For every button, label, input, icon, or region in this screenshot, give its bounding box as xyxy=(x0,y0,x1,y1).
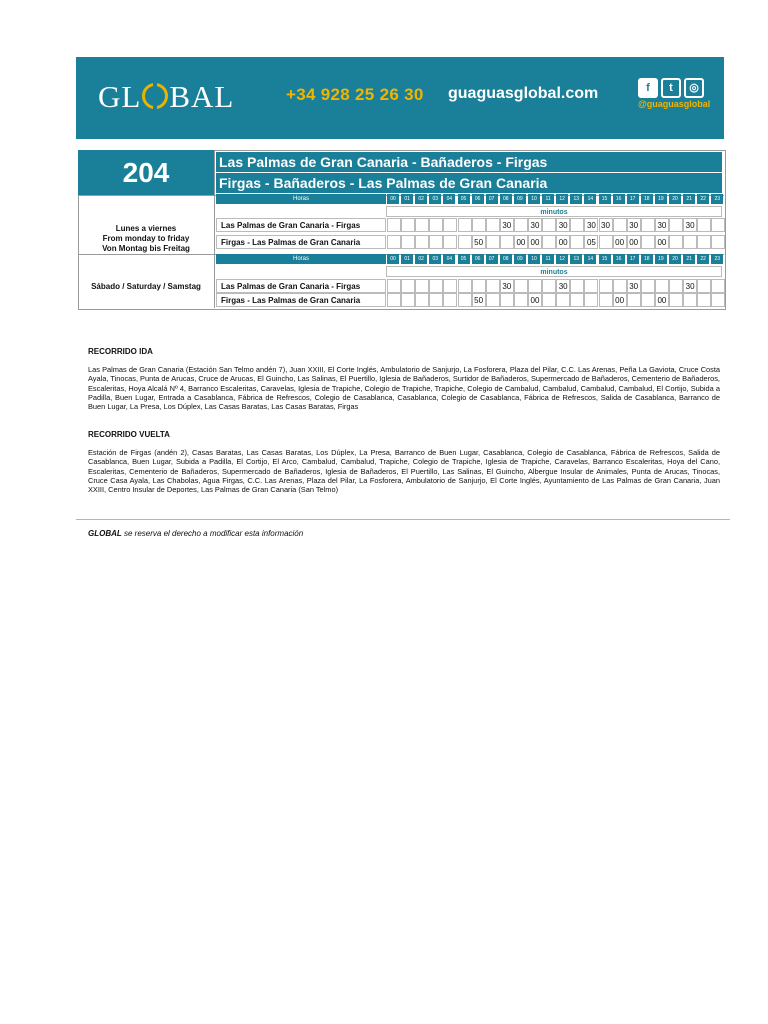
hour-cell: 01 xyxy=(401,194,413,204)
departure-cell xyxy=(697,293,711,307)
departure-cell xyxy=(429,218,443,232)
departure-cell xyxy=(570,279,584,293)
departure-cell xyxy=(514,293,528,307)
departure-cell xyxy=(500,235,514,249)
departure-cell: 30 xyxy=(627,279,641,293)
departure-cell: 30 xyxy=(556,218,570,232)
departure-cell xyxy=(542,279,556,293)
social-icons xyxy=(638,78,718,98)
departure-cell xyxy=(599,293,613,307)
line-number: 204 xyxy=(78,150,214,195)
footer-note xyxy=(88,529,303,538)
departure-cell: 00 xyxy=(655,293,669,307)
departure-cell xyxy=(683,293,697,307)
departure-cell xyxy=(415,235,429,249)
departure-cell xyxy=(401,293,415,307)
departure-cell xyxy=(570,235,584,249)
hour-cell: 06 xyxy=(472,254,484,264)
hour-cell: 10 xyxy=(528,254,540,264)
hour-cell: 11 xyxy=(542,194,554,204)
departure-cell xyxy=(486,293,500,307)
hour-cell: 08 xyxy=(500,194,512,204)
departure-cell xyxy=(415,279,429,293)
hour-cell: 09 xyxy=(514,254,526,264)
departure-cell xyxy=(627,293,641,307)
instagram-icon[interactable]: ◎ xyxy=(684,78,704,98)
departure-cell xyxy=(613,218,627,232)
hour-cell: 10 xyxy=(528,194,540,204)
departure-cell: 00 xyxy=(613,293,627,307)
departure-cell xyxy=(458,218,472,232)
weekday-label: Lunes a viernes From monday to friday Von Montag bis Freitag xyxy=(102,224,190,253)
minutes-label: minutos xyxy=(386,206,722,217)
hour-cell: 14 xyxy=(584,254,596,264)
hour-cell: 02 xyxy=(415,194,427,204)
departure-cell xyxy=(387,235,401,249)
direction-return-weekday: Firgas - Las Palmas de Gran Canaria xyxy=(216,235,386,249)
departure-cell xyxy=(429,293,443,307)
departure-cell xyxy=(514,218,528,232)
departure-cell xyxy=(443,218,457,232)
departure-cell xyxy=(443,293,457,307)
hour-cell: 04 xyxy=(443,254,455,264)
departure-cell xyxy=(697,279,711,293)
departure-cell xyxy=(641,235,655,249)
hour-cell: 17 xyxy=(627,254,639,264)
departure-cell: 30 xyxy=(627,218,641,232)
departure-cell xyxy=(401,218,415,232)
hour-cell: 19 xyxy=(655,194,667,204)
phone-number[interactable]: +34 928 25 26 30 xyxy=(286,85,424,104)
departure-cell: 50 xyxy=(472,235,486,249)
header-banner xyxy=(76,57,724,139)
departure-cell xyxy=(542,218,556,232)
departure-cell xyxy=(711,293,725,307)
hour-cell: 19 xyxy=(655,254,667,264)
hour-cell: 03 xyxy=(429,194,441,204)
recorrido-vuelta-title: RECORRIDO VUELTA xyxy=(88,430,170,439)
departure-cell xyxy=(429,235,443,249)
departure-cell xyxy=(599,279,613,293)
hour-cell: 04 xyxy=(443,194,455,204)
divider xyxy=(76,519,730,520)
hour-cell: 16 xyxy=(613,194,625,204)
hour-cell: 03 xyxy=(429,254,441,264)
departure-cell xyxy=(514,279,528,293)
departure-cell: 30 xyxy=(500,218,514,232)
departure-cell xyxy=(387,279,401,293)
hours-header: Horas xyxy=(216,254,386,264)
departure-cell xyxy=(669,293,683,307)
departure-cell xyxy=(613,279,627,293)
direction-outbound-saturday: Las Palmas de Gran Canaria - Firgas xyxy=(216,279,386,293)
twitter-icon[interactable]: t xyxy=(661,78,681,98)
hour-cell: 07 xyxy=(486,254,498,264)
hour-cell: 02 xyxy=(415,254,427,264)
hour-cell: 22 xyxy=(697,194,709,204)
hour-cell: 00 xyxy=(387,254,399,264)
departure-cell: 00 xyxy=(528,235,542,249)
departure-cell xyxy=(599,235,613,249)
departure-cell: 50 xyxy=(472,293,486,307)
departure-cell xyxy=(486,235,500,249)
departure-cell xyxy=(641,218,655,232)
hour-cell: 22 xyxy=(697,254,709,264)
departure-cell xyxy=(443,279,457,293)
departure-cell: 00 xyxy=(556,235,570,249)
departure-cell xyxy=(711,235,725,249)
departure-cell xyxy=(500,293,514,307)
hour-cell: 21 xyxy=(683,254,695,264)
direction-return-saturday: Firgas - Las Palmas de Gran Canaria xyxy=(216,293,386,307)
departure-cell: 00 xyxy=(627,235,641,249)
departure-cell xyxy=(584,293,598,307)
departure-cell: 30 xyxy=(599,218,613,232)
website-link[interactable]: guaguasglobal.com xyxy=(448,85,599,102)
departure-cell xyxy=(542,293,556,307)
departure-cell xyxy=(669,279,683,293)
departure-cell xyxy=(415,218,429,232)
departure-cell xyxy=(401,235,415,249)
departure-cell xyxy=(641,279,655,293)
departure-cell xyxy=(472,279,486,293)
departure-cell xyxy=(669,218,683,232)
hour-cell: 08 xyxy=(500,254,512,264)
departure-cell xyxy=(641,293,655,307)
hour-cell: 17 xyxy=(627,194,639,204)
departure-cell xyxy=(458,235,472,249)
hour-cell: 12 xyxy=(556,254,568,264)
departure-cell: 00 xyxy=(528,293,542,307)
hour-cell: 00 xyxy=(387,194,399,204)
departure-cell: 30 xyxy=(556,279,570,293)
departure-cell xyxy=(528,279,542,293)
departure-cell xyxy=(697,218,711,232)
hour-cell: 06 xyxy=(472,194,484,204)
departure-cell xyxy=(472,218,486,232)
hour-cell: 18 xyxy=(641,194,653,204)
hour-cell: 18 xyxy=(641,254,653,264)
hour-cell: 13 xyxy=(570,254,582,264)
hour-cell: 23 xyxy=(711,194,723,204)
departure-cell xyxy=(443,235,457,249)
departure-cell xyxy=(655,279,669,293)
departure-cell xyxy=(486,218,500,232)
departure-cell: 30 xyxy=(683,279,697,293)
departure-cell xyxy=(570,218,584,232)
footer-note-text: se reserva el derecho a modificar esta información xyxy=(121,529,304,538)
departure-cell: 00 xyxy=(655,235,669,249)
departure-cell xyxy=(415,293,429,307)
saturday-label: Sábado / Saturday / Samstag xyxy=(91,282,201,291)
departure-cell: 30 xyxy=(528,218,542,232)
minutes-label: minutos xyxy=(386,266,722,277)
departure-cell xyxy=(683,235,697,249)
hour-cell: 21 xyxy=(683,194,695,204)
hour-cell: 15 xyxy=(599,254,611,264)
departure-cell: 30 xyxy=(683,218,697,232)
global-logo: GL BAL xyxy=(98,79,235,114)
departure-cell xyxy=(669,235,683,249)
departure-cell: 30 xyxy=(500,279,514,293)
hour-cell: 14 xyxy=(584,194,596,204)
route-title-outbound: Las Palmas de Gran Canaria - Bañaderos - Firgas xyxy=(216,152,722,172)
hour-cell: 12 xyxy=(556,194,568,204)
departure-cell xyxy=(458,279,472,293)
departure-cell xyxy=(387,293,401,307)
departure-cell: 30 xyxy=(655,218,669,232)
departure-cell: 30 xyxy=(584,218,598,232)
departure-cell xyxy=(429,279,443,293)
recorrido-ida-text: Las Palmas de Gran Canaria (Estación San Telmo andén 7), Juan XXIII, El Corte Inglés, Ambulatorio de Sanjurjo, La Fosforera, Plaza del Pilar, C.C. Las Arenas, Peña La Gaviota, Cruce Costa Ayala, Tinocas, Punta de Arucas, Cruce de Arucas, El Guincho, Las Salinas, El Puertillo, Iglesia de Bañaderos, Surtidor de Bañaderos, Supermercado de Bañaderos, Cementerio de Bañaderos, Escaleritas, Hoya Alcalá Nº 4, Barranco Escaleritas, Caravelas, Iglesia de Trapiche, Colegio de Trapiche, Trapiche, Colegio de Cambalud, Cambalud, Cambalud, Cambalud, El Cortijo, Subida a Padilla, Buen Lugar, Entrada a Casablanca, Fábrica de Refrescos, Colegio de Casablanca, Casablanca, Colegio de Casablanca, Fábrica de Refrescos, Salida de Casablanca, Barranco de Buen Lugar, La Presa, Los Dúplex, Las Casas Baratas, Las Casas Baratas, Firgas xyxy=(88,365,720,412)
departure-cell xyxy=(486,279,500,293)
departure-cell xyxy=(556,293,570,307)
departure-cell: 05 xyxy=(584,235,598,249)
social-handle: @guaguasglobal xyxy=(638,99,711,109)
hour-cell: 15 xyxy=(599,194,611,204)
facebook-icon[interactable]: f xyxy=(638,78,658,98)
hour-cell: 07 xyxy=(486,194,498,204)
departure-cell: 00 xyxy=(514,235,528,249)
footer-brand: GLOBAL xyxy=(88,529,122,538)
hour-cell: 05 xyxy=(458,254,470,264)
hour-cell: 16 xyxy=(613,254,625,264)
hour-cell: 01 xyxy=(401,254,413,264)
route-title-return: Firgas - Bañaderos - Las Palmas de Gran Canaria xyxy=(216,173,722,193)
recorrido-vuelta-text: Estación de Firgas (andén 2), Casas Baratas, Las Casas Baratas, Los Dúplex, La Presa, Barranco de Buen Lugar, Casablanca, Colegio de Casablanca, Fábrica de Refrescos, Salida de Casablanca, Buen Lugar, Subida a Padilla, El Cortijo, El Arco, Cambalud, Cambalud, Trapiche, Colegio de Trapiche, Iglesia de Trapiche, Caravelas, Barranco Escaleritas, Hoya del Cano, Escaleritas, Cementerio de Bañaderos, Supermercado de Bañaderos, Iglesia de Bañaderos, El Puertillo, Las Salinas, El Guincho, Albergue Insular de Animales, Punta de Arucas, Tinocas, Cruce Casa Ayala, Las Chabolas, Agua Firgas, C.C. Las Arenas, Plaza del Pilar, La Fosforera, Ambulatorio de Sanjurjo, El Corte Inglés, Ayuntamiento de Las Palmas de Gran Canaria, Juan XXIII, Centro Insular de Deportes, Las Palmas de Gran Canaria (San Telmo) xyxy=(88,448,720,495)
recorrido-ida-title: RECORRIDO IDA xyxy=(88,347,153,356)
departure-cell xyxy=(542,235,556,249)
hour-cell: 09 xyxy=(514,194,526,204)
departure-cell xyxy=(711,218,725,232)
hour-cell: 20 xyxy=(669,194,681,204)
direction-outbound-weekday: Las Palmas de Gran Canaria - Firgas xyxy=(216,218,386,232)
departure-cell xyxy=(401,279,415,293)
departure-cell xyxy=(697,235,711,249)
departure-cell xyxy=(570,293,584,307)
departure-cell: 00 xyxy=(613,235,627,249)
hours-header: Horas xyxy=(216,194,386,204)
hour-cell: 05 xyxy=(458,194,470,204)
hour-cell: 11 xyxy=(542,254,554,264)
departure-cell xyxy=(458,293,472,307)
hour-cell: 20 xyxy=(669,254,681,264)
departure-cell xyxy=(711,279,725,293)
hour-cell: 13 xyxy=(570,194,582,204)
hour-cell: 23 xyxy=(711,254,723,264)
departure-cell xyxy=(387,218,401,232)
departure-cell xyxy=(584,279,598,293)
